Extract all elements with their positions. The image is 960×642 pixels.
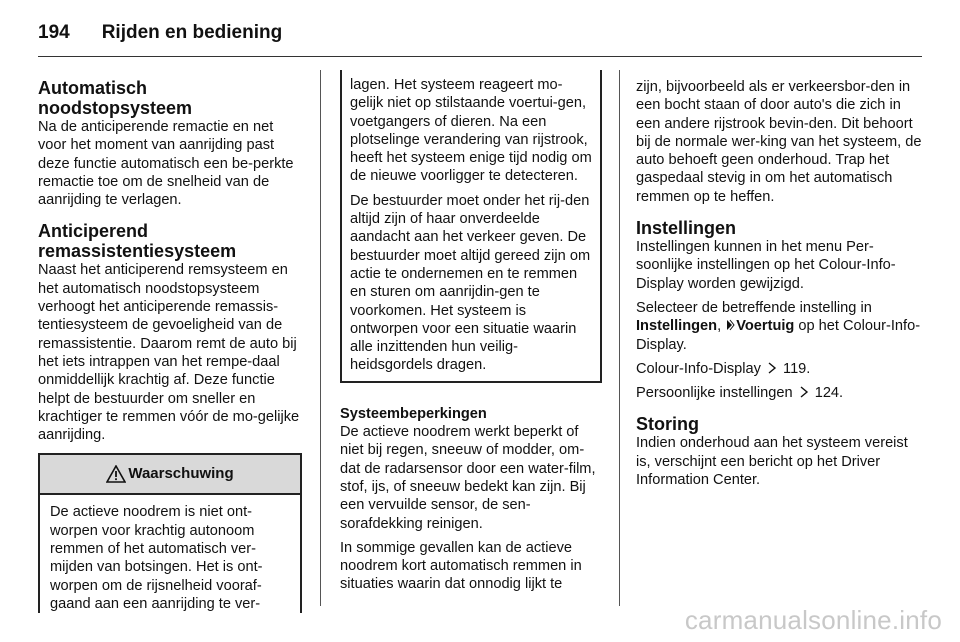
warning-header: [40, 455, 300, 495]
paragraph-noodstop: Na de anticiperende remactie en net voor het moment van aanrijding past deze functie automatisch een be-perkte remactie toe om de snelheid van de aanrijding te verlagen.: [38, 119, 294, 209]
selecteer-post-text: op het Colour-Info-Display.: [636, 318, 921, 353]
header-rule: [38, 56, 922, 57]
reference-page: 124.: [814, 385, 844, 402]
reference-text: Persoonlijke instellingen: [636, 385, 793, 402]
reference-persoonlijke-instellingen: [636, 384, 923, 402]
warning-title: Waarschuwing: [128, 465, 234, 483]
heading-systeembeperkingen: Systeembeperkingen: [340, 405, 487, 422]
paragraph-instellingen: Instellingen kunnen in het menu Per-soonlijke instellingen op het Colour-Info-Display worden gewijzigd.: [636, 239, 896, 292]
heading-automatisch-noodstopsysteem: Automatisch noodstopsysteem: [38, 78, 193, 118]
paragraph-remassistentie: Naast het anticiperend remsysteem en het automatisch noodstopsysteem verhoogt het anticiperende remassis-tentiesysteem de gevoeligheid van de remassistentie. Daarom remt de auto bij het iets intrappen van het rempe-daal onmiddellijk krachtig af. Deze functie helpt de bestuurder om sneller en krachtiger te remmen vóór de mo-gelijke aanrijding.: [38, 262, 300, 444]
column-3: [636, 78, 923, 489]
paragraph-selecteer: [636, 299, 923, 354]
column-divider-2: [619, 70, 620, 606]
heading-storing: Storing: [636, 414, 699, 435]
warning-continued-text-1: lagen. Het systeem reageert mo-gelijk niet op stilstaande voertui-gen, voetgangers of dieren. Na een plotselinge verandering van rijstrook, heeft het systeem enige tijd nodig om de nieuwe voorligger te detecteren.: [350, 77, 592, 185]
paragraph-beperkingen-1: De actieve noodrem werkt beperkt of niet bij regen, sneeuw of modder, om-dat de radarsensor door een water-film, stof, ijs, of sneeuw bedekt kan zijn. Bij een vervuilde sensor, de sen-sorafdekking reinigen.: [340, 424, 596, 532]
warning-continued-text-2: De bestuurder moet onder het rij-den altijd zijn of haar onverdeelde aandacht aan het verkeer geven. De bestuurder moet altijd gereed zijn om actie te ondernemen en te remmen en sturen om aanrijdin-gen te voorkomen. Het systeem is ontworpen voor een situatie waarin alle inzittenden hun veilig-heidsgordels dragen.: [350, 192, 591, 374]
page-title: Rijden en bediening: [101, 22, 283, 43]
selecteer-text: Selecteer de betreffende instelling in: [636, 299, 872, 316]
menu-voertuig: Voertuig: [736, 318, 795, 335]
reference-colour-info-display: [636, 360, 923, 378]
page-reference-icon: [767, 362, 777, 374]
page-number: 194: [38, 22, 70, 43]
warning-box-continued: [340, 70, 602, 383]
watermark: carmanualsonline.info: [684, 605, 942, 635]
warning-triangle-icon: [106, 465, 126, 483]
reference-text: Colour-Info-Display: [636, 360, 761, 377]
page-reference-icon: [799, 386, 809, 398]
paragraph-storing: Indien onderhoud aan het systeem vereist is, verschijnt een bericht op het Driver Information Center.: [636, 435, 908, 489]
heading-anticiperend-remassistentie: Anticiperend remassistentiesysteem: [38, 221, 237, 262]
warning-box: [38, 453, 302, 613]
heading-instellingen: Instellingen: [636, 218, 737, 239]
column-1: [38, 78, 302, 613]
paragraph-continued: zijn, bijvoorbeeld als er verkeersbor-den in een bocht staan of door auto's die zich in een andere rijstrook bevin-den. Dit behoort bij de normale wer-king van het systeem, de auto behoeft geen onderhoud. Trap het gaspedaal stevig in om het automatisch remmen op te heffen.: [636, 79, 922, 205]
paragraph-beperkingen-2: In sommige gevallen kan de actieve noodrem kort automatisch remmen in situaties waarin dat onnodig lijkt te: [340, 539, 582, 593]
column-divider-1: [320, 70, 321, 606]
menu-separator: ,: [717, 318, 722, 335]
reference-page: 119.: [783, 360, 811, 377]
vehicle-icon: [726, 319, 735, 331]
page-header: [38, 22, 282, 44]
menu-instellingen: Instellingen: [636, 318, 718, 335]
warning-text: De actieve noodrem is niet ont-worpen voor krachtig autonoom remmen of het automatisch ver-mijden van botsingen. Het is ont-worpen om de rijsnelheid vooraf-gaand aan een aanrijding te ver-: [50, 504, 263, 612]
column-2: [340, 78, 602, 594]
